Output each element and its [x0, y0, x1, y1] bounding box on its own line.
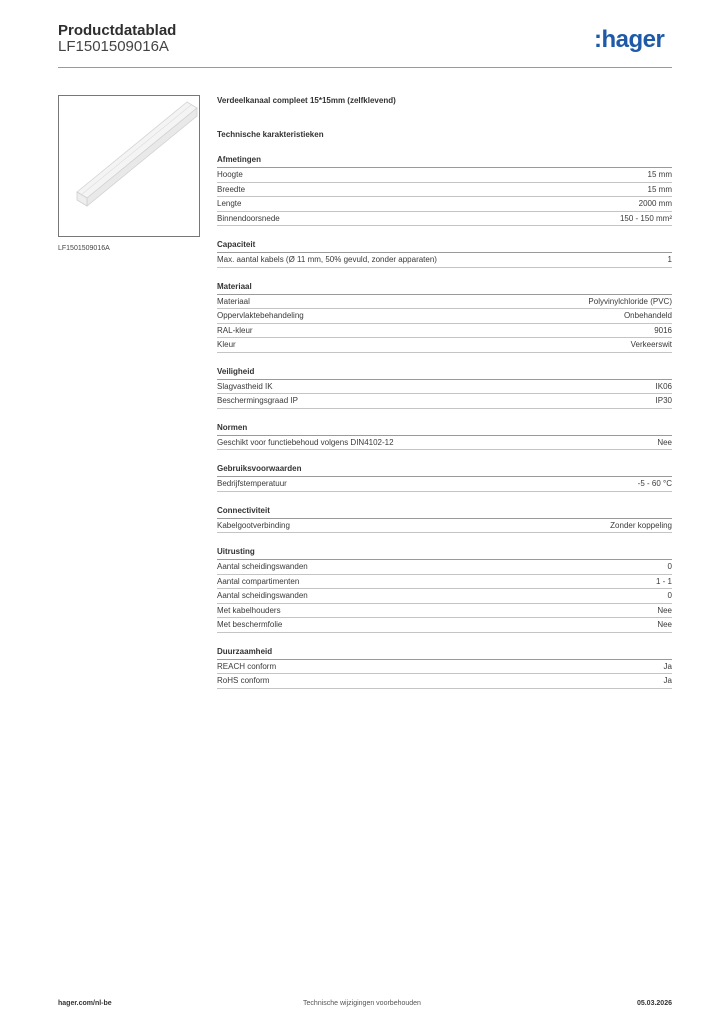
spec-value: 1 - 1 [655, 576, 672, 586]
section-title: Capaciteit [217, 240, 672, 253]
spec-label: REACH conform [217, 661, 277, 671]
spec-row [217, 394, 672, 409]
spec-row [217, 324, 672, 339]
product-image [58, 95, 200, 237]
spec-label: Hoogte [217, 170, 243, 180]
spec-label: Aantal scheidingswanden [217, 562, 308, 572]
spec-value: 1 [667, 255, 672, 265]
spec-value: IK06 [655, 381, 672, 391]
section-title: Materiaal [217, 282, 672, 295]
spec-section [217, 155, 672, 226]
section-title: Veiligheid [217, 367, 672, 380]
spec-section [217, 506, 672, 534]
spec-section [217, 464, 672, 492]
spec-row [217, 477, 672, 492]
spec-value: Verkeerswit [630, 340, 672, 350]
spec-value: 15 mm [647, 184, 672, 194]
spec-label: Kleur [217, 340, 236, 350]
product-name: Verdeelkanaal compleet 15*15mm (zelfklevend) [217, 96, 396, 105]
spec-row [217, 575, 672, 590]
image-caption: LF1501509016A [58, 245, 110, 252]
spec-row [217, 253, 672, 268]
spec-value: 15 mm [647, 170, 672, 180]
spec-label: Aantal scheidingswanden [217, 591, 308, 601]
spec-label: Slagvastheid IK [217, 381, 273, 391]
spec-label: Kabelgootverbinding [217, 520, 290, 530]
spec-label: Met beschermfolie [217, 620, 283, 630]
spec-label: RoHS conform [217, 676, 270, 686]
spec-row [217, 338, 672, 353]
spec-value: 9016 [654, 325, 672, 335]
hager-logo: :hager [594, 26, 665, 53]
spec-value: 0 [667, 562, 672, 572]
spec-value: Ja [663, 676, 672, 686]
spec-value: 150 - 150 mm² [619, 213, 672, 223]
section-title: Normen [217, 423, 672, 436]
spec-row [217, 589, 672, 604]
spec-row [217, 168, 672, 183]
section-title: Gebruiksvoorwaarden [217, 464, 672, 477]
spec-section [217, 423, 672, 451]
cable-trunking-illustration [59, 96, 199, 236]
spec-value: -5 - 60 °C [637, 479, 672, 489]
spec-value: Ja [663, 661, 672, 671]
section-title: Uitrusting [217, 547, 672, 560]
spec-row [217, 212, 672, 227]
product-reference: LF1501509016A [58, 38, 169, 55]
footer-notice: Technische wijzigingen voorbehouden [303, 1000, 421, 1007]
spec-section [217, 367, 672, 409]
section-title: Afmetingen [217, 155, 672, 168]
spec-row [217, 618, 672, 633]
section-title: Connectiviteit [217, 506, 672, 519]
spec-value: Nee [657, 620, 672, 630]
spec-section [217, 547, 672, 633]
spec-label: Materiaal [217, 296, 250, 306]
footer-date: 05.03.2026 [636, 1000, 672, 1007]
spec-section [217, 647, 672, 689]
spec-label: Oppervlaktebehandeling [217, 311, 304, 321]
spec-label: RAL-kleur [217, 325, 253, 335]
spec-section [217, 282, 672, 353]
spec-row [217, 519, 672, 534]
spec-row [217, 197, 672, 212]
header-divider [58, 67, 672, 68]
spec-label: Breedte [217, 184, 246, 194]
spec-row [217, 660, 672, 675]
spec-label: Lengte [217, 199, 242, 209]
technical-title: Technische karakteristieken [217, 130, 324, 139]
spec-row [217, 295, 672, 310]
spec-row [217, 674, 672, 689]
spec-sections [217, 155, 672, 689]
spec-row [217, 183, 672, 198]
spec-label: Max. aantal kabels (Ø 11 mm, 50% gevuld, zonder apparaten) [217, 255, 437, 265]
spec-label: Beschermingsgraad IP [217, 396, 298, 406]
spec-section [217, 240, 672, 268]
spec-value: IP30 [655, 396, 672, 406]
spec-row [217, 604, 672, 619]
spec-label: Bedrijfstemperatuur [217, 479, 287, 489]
spec-label: Aantal compartimenten [217, 576, 300, 586]
spec-row [217, 436, 672, 451]
spec-row [217, 309, 672, 324]
spec-content [217, 96, 672, 689]
footer-website: hager.com/nl-be [58, 1000, 112, 1007]
spec-value: 0 [667, 591, 672, 601]
spec-label: Binnendoorsnede [217, 213, 280, 223]
spec-value: Onbehandeld [623, 311, 672, 321]
spec-value: Polyvinylchloride (PVC) [588, 296, 672, 306]
spec-value: Zonder koppeling [610, 520, 672, 530]
spec-value: Nee [657, 437, 672, 447]
spec-value: Nee [657, 605, 672, 615]
spec-label: Met kabelhouders [217, 605, 281, 615]
spec-row [217, 380, 672, 395]
spec-value: 2000 mm [638, 199, 672, 209]
page-title: Productdatablad [58, 22, 177, 39]
spec-label: Geschikt voor functiebehoud volgens DIN4102-12 [217, 437, 394, 447]
spec-row [217, 560, 672, 575]
section-title: Duurzaamheid [217, 647, 672, 660]
